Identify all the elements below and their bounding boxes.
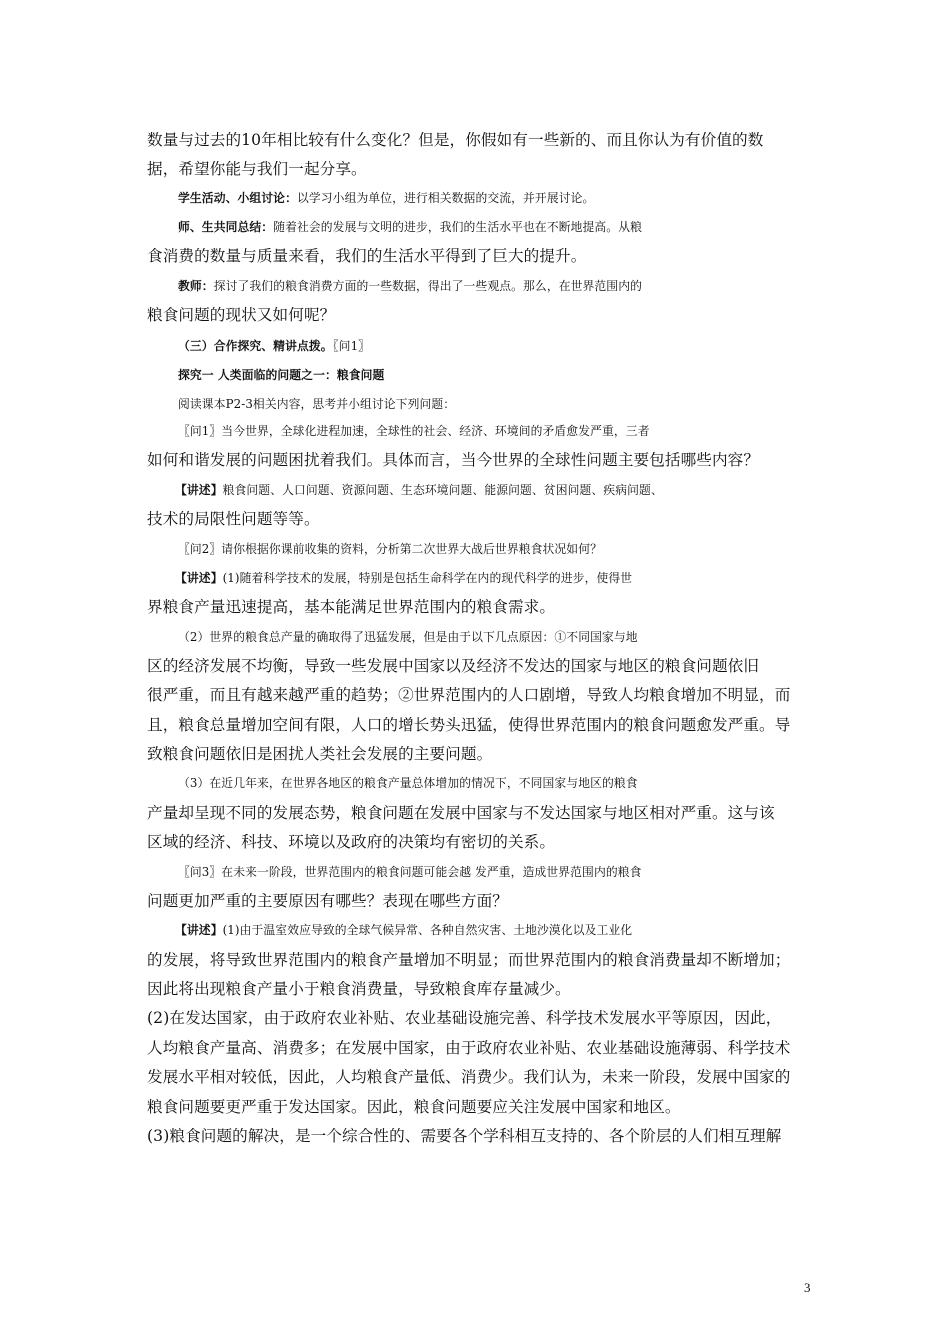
paragraph-line: 区的经济发展不均衡，导致一些发展中国家以及经济不发达的国家与地区的粮食问题依旧 [147, 657, 760, 675]
paragraph-line: 很严重，而且有越来越严重的趋势；②世界范围内的人口剧增，导致人均粮食增加不明显，而 [147, 686, 791, 704]
paragraph-line: 〖问3〗在未来一阶段，世界范围内的粮食问题可能会越 发严重，造成世界范围内的粮食 [178, 865, 642, 879]
paragraph-line: 食消费的数量与质量来看，我们的生活水平得到了巨大的提升。 [147, 247, 587, 265]
paragraph-line: 粮食问题要更严重于发达国家。因此，粮食问题要应关注发展中国家和地区。 [147, 1098, 681, 1116]
paragraph-line: 区域的经济、科技、环境以及政府的决策均有密切的关系。 [147, 833, 556, 851]
paragraph-text: 随着社会的发展与文明的进步，我们的生活水平也在不断地提高。从粮 [273, 220, 642, 234]
paragraph-line: 发展水平相对较低，因此，人均粮食产量低、消费少。我们认为，未来一阶段，发展中国家的 [147, 1068, 791, 1086]
paragraph-line [147, 480, 845, 500]
paragraph-line: （3）在近几年来，在世界各地区的粮食产量总体增加的情况下，不同国家与地区的粮食 [178, 776, 638, 790]
paragraph-line: 据，希望你能与我们一起分享。 [147, 160, 367, 178]
paragraph-line [147, 276, 848, 296]
bold-label: 【讲述】 [175, 923, 223, 937]
paragraph-line: 因此将出现粮食产量小于粮食消费量，导致粮食库存量减少。 [147, 980, 571, 998]
paragraph-line: 阅读课本P2-3相关内容，思考并小组讨论下列问题： [178, 397, 456, 411]
paragraph-text: 探讨了我们的粮食消费方面的一些数据，得出了一些观点。那么，在世界范围内的 [213, 279, 642, 293]
heading-tail: 〖问1〗 [332, 339, 371, 353]
paragraph-line: 问题更加严重的主要原因有哪些？表现在哪些方面？ [147, 892, 508, 910]
paragraph-line: 的发展，将导致世界范围内的粮食产量增加不明显；而世界范围内的粮食消费量却不断增加； [147, 951, 791, 969]
bold-label: （三）合作探究、精讲点拨。 [178, 339, 333, 353]
paragraph-text: (1)由于温室效应导致的全球气候异常、各种自然灾害、土地沙漠化以及工业化 [222, 923, 633, 937]
paragraph-line: 致粮食问题依旧是困扰人类社会发展的主要问题。 [147, 745, 493, 763]
paragraph-line: 数量与过去的10年相比较有什么变化？但是，你假如有一些新的、而且你认为有价值的数 [147, 131, 764, 149]
paragraph-line: 技术的局限性问题等等。 [147, 510, 320, 528]
subsection-heading: 探究一 人类面临的问题之一：粮食问题 [178, 368, 385, 382]
paragraph-line: (2)在发达国家，由于政府农业补贴、农业基础设施完善、科学技术发展水平等原因，因此， [147, 1009, 782, 1027]
paragraph-line [147, 188, 848, 208]
section-heading [147, 336, 848, 356]
bold-label: 【讲述】 [175, 483, 223, 497]
paragraph-line: 〖问2〗请你根据你课前收集的资料，分析第二次世界大战后世界粮食状况如何？ [178, 542, 602, 556]
paragraph-line: (3)粮食问题的解决，是一个综合性的、需要各个学科相互支持的、各个阶层的人们相互理解 [147, 1127, 782, 1145]
page-number: 3 [804, 1280, 811, 1295]
paragraph-line: 粮食问题的现状又如何呢？ [147, 306, 336, 324]
paragraph-line: （2）世界的粮食总产量的确取得了迅猛发展，但是由于以下几点原因：①不同国家与地 [178, 630, 638, 644]
paragraph-line: 界粮食产量迅速提高，基本能满足世界范围内的粮食需求。 [147, 598, 556, 616]
paragraph-text: (1)随着科学技术的发展，特别是包括生命科学在内的现代科学的进步，使得世 [222, 571, 633, 585]
paragraph-text: 粮食问题、人口问题、资源问题、生态环境问题、能源问题、贫困问题、疾病问题、 [222, 483, 663, 497]
paragraph-line [147, 217, 848, 237]
bold-label: 【讲述】 [175, 571, 223, 585]
bold-label: 师、生共同总结： [178, 220, 274, 234]
paragraph-line: 人均粮食产量高、消费多；在发展中国家，由于政府农业补贴、农业基础设施薄弱、科学技术 [147, 1039, 791, 1057]
paragraph-text: 以学习小组为单位，进行相关数据的交流，并开展讨论。 [296, 191, 595, 205]
bold-label: 教师： [178, 279, 214, 293]
bold-label: 学生活动、小组讨论： [178, 191, 297, 205]
paragraph-line [147, 568, 845, 588]
paragraph-line: 〖问1〗当今世界，全球化进程加速，全球性的社会、经济、环境间的矛盾愈发严重，三者 [178, 424, 650, 438]
paragraph-line: 且，粮食总量增加空间有限，人口的增长势头迅猛，使得世界范围内的粮食问题愈发严重。导 [147, 716, 791, 734]
paragraph-line [147, 920, 845, 940]
paragraph-line: 产量却呈现不同的发展态势，粮食问题在发展中国家与不发达国家与地区相对严重。这与该 [147, 804, 775, 822]
paragraph-line: 如何和谐发展的问题困扰着我们。具体而言，当今世界的全球性问题主要包括哪些内容？ [147, 451, 760, 469]
